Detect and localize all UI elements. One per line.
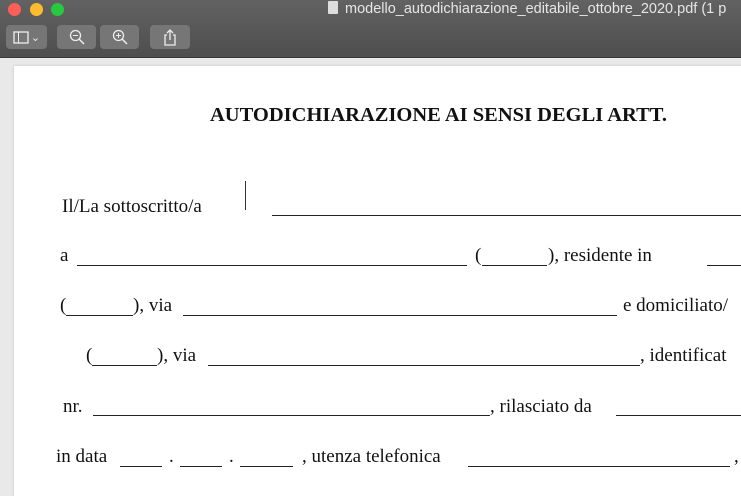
label-utenza: , utenza telefonica bbox=[302, 446, 441, 467]
chevron-down-icon: ⌄ bbox=[30, 31, 41, 44]
field-birthplace[interactable] bbox=[77, 265, 467, 266]
field-phone[interactable] bbox=[468, 466, 730, 467]
label-nr: nr. bbox=[63, 396, 83, 417]
date-separator: . bbox=[169, 446, 174, 467]
field-date-year[interactable] bbox=[240, 466, 293, 467]
label-in-data: in data bbox=[56, 446, 108, 467]
label-via: ), via bbox=[157, 345, 197, 366]
field-document-number[interactable] bbox=[93, 415, 490, 416]
document-heading: AUTODICHIARAZIONE AI SENSI DEGLI ARTT. bbox=[210, 104, 668, 126]
field-date-month[interactable] bbox=[180, 466, 222, 467]
field-date-day[interactable] bbox=[120, 466, 162, 467]
text-cursor bbox=[245, 181, 246, 210]
paren-open: ( bbox=[86, 345, 93, 366]
label-a: a bbox=[60, 245, 69, 266]
label-residente: ), residente in bbox=[548, 245, 652, 266]
window-title-text: modello_autodichiarazione_editabile_ottobre_2020.pdf (1 p bbox=[345, 1, 727, 17]
field-residence-street[interactable] bbox=[183, 315, 617, 316]
label-sottoscritto: Il/La sottoscritto/a bbox=[62, 196, 202, 217]
label-domiciliato: e domiciliato/ bbox=[623, 295, 729, 316]
label-identificato: , identificat bbox=[640, 345, 727, 366]
field-domicile-street[interactable] bbox=[208, 365, 640, 366]
field-name[interactable] bbox=[272, 215, 741, 216]
field-issued-by[interactable] bbox=[616, 415, 741, 416]
field-birth-province[interactable] bbox=[482, 265, 547, 266]
label-via: ), via bbox=[133, 295, 173, 316]
field-domicile-province[interactable] bbox=[92, 365, 157, 366]
comma: , bbox=[734, 446, 739, 467]
label-rilasciato: , rilasciato da bbox=[490, 396, 592, 417]
date-separator: . bbox=[229, 446, 234, 467]
field-residence-province[interactable] bbox=[66, 315, 133, 316]
paren-open: ( bbox=[475, 245, 482, 266]
field-residence[interactable] bbox=[707, 265, 741, 266]
paren-open: ( bbox=[60, 295, 67, 316]
